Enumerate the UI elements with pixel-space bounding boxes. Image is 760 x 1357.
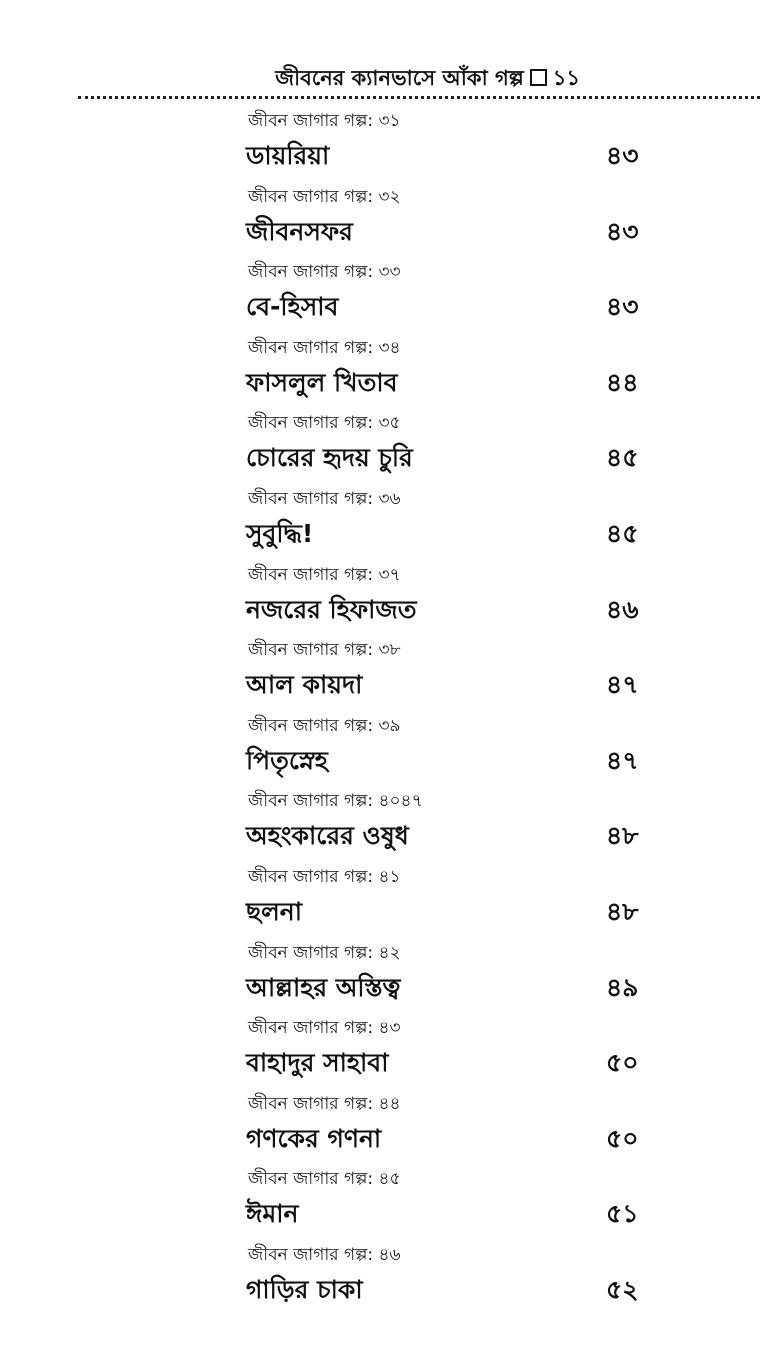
running-header — [78, 56, 760, 99]
story-number-label: জীবন জাগার গল্প: ৩৫ — [248, 413, 401, 434]
chapter-title: চোরের হৃদয় চুরি — [246, 443, 413, 473]
toc-entry — [0, 106, 760, 182]
chapter-page-number: ৫২ — [606, 1274, 639, 1304]
chapter-page-number: ৪৩ — [606, 141, 639, 170]
chapter-page-number: ৪৫ — [606, 518, 639, 548]
chapter-title: গাড়ির চাকা — [246, 1274, 363, 1304]
toc-entry — [0, 182, 760, 258]
chapter-page-number: ৪৩ — [606, 216, 639, 246]
chapter-title: আল কায়দা — [246, 670, 363, 700]
toc-entry — [0, 635, 760, 711]
chapter-title: পিতৃস্নেহ — [246, 745, 328, 775]
chapter-page-number: ৪৭ — [606, 745, 639, 775]
story-number-label: জীবন জাগার গল্প: ৩৪ — [248, 337, 401, 358]
chapter-title: আল্লাহর অস্তিত্ব — [246, 972, 401, 1002]
story-number-label: জীবন জাগার গল্প: ৩২ — [248, 186, 401, 207]
toc-entry — [0, 862, 760, 938]
story-number-label: জীবন জাগার গল্প: ৪০৪৭ — [248, 791, 423, 812]
toc-entry — [0, 1013, 760, 1089]
square-bullet-icon — [530, 69, 547, 86]
toc-entry — [0, 1089, 760, 1165]
chapter-page-number: ৪৯ — [606, 972, 639, 1002]
page-number: ১১ — [552, 66, 580, 90]
story-number-label: জীবন জাগার গল্প: ৩৬ — [248, 488, 401, 509]
chapter-page-number: ৪৮ — [606, 896, 639, 926]
table-of-contents — [0, 106, 760, 1316]
toc-entry — [0, 1240, 760, 1316]
toc-entry — [0, 333, 760, 409]
toc-entry — [0, 938, 760, 1014]
header-line — [275, 62, 580, 97]
chapter-page-number: ৪৪ — [606, 367, 639, 397]
toc-entry — [0, 560, 760, 636]
chapter-title: নজরের হিফাজত — [246, 594, 417, 624]
chapter-page-number: ৫১ — [606, 1199, 639, 1229]
story-number-label: জীবন জাগার গল্প: ৩১ — [248, 111, 401, 131]
chapter-title: ছলনা — [246, 896, 302, 926]
chapter-title: বে-হিসাব — [246, 292, 339, 322]
chapter-page-number: ৪৩ — [606, 292, 639, 322]
story-number-label: জীবন জাগার গল্প: ৪২ — [248, 942, 401, 963]
story-number-label: জীবন জাগার গল্প: ৪৪ — [248, 1093, 401, 1114]
chapter-page-number: ৪৮ — [606, 821, 639, 851]
chapter-title: ডায়রিয়া — [246, 141, 330, 170]
toc-entry — [0, 1164, 760, 1240]
toc-entry — [0, 257, 760, 333]
story-number-label: জীবন জাগার গল্প: ৪৩ — [248, 1018, 401, 1039]
chapter-page-number: ৪৬ — [606, 594, 639, 624]
chapter-page-number: ৪৫ — [606, 443, 639, 473]
chapter-title: জীবনসফর — [246, 216, 353, 246]
chapter-title: গণকের গণনা — [246, 1123, 382, 1153]
story-number-label: জীবন জাগার গল্প: ৪১ — [248, 866, 401, 887]
story-number-label: জীবন জাগার গল্প: ৩৮ — [248, 640, 401, 661]
toc-entry — [0, 786, 760, 862]
toc-entry — [0, 484, 760, 560]
chapter-page-number: ৫০ — [606, 1123, 639, 1153]
story-number-label: জীবন জাগার গল্প: ৩৭ — [248, 564, 401, 585]
chapter-title: বাহাদুর সাহাবা — [246, 1048, 389, 1078]
chapter-title: ঈমান — [246, 1199, 299, 1229]
book-title: জীবনের ক্যানভাসে আঁকা গল্প — [275, 66, 524, 90]
chapter-title: অহংকারের ওষুধ — [246, 821, 409, 851]
story-number-label: জীবন জাগার গল্প: ৪৬ — [248, 1244, 401, 1265]
chapter-page-number: ৫০ — [606, 1048, 639, 1078]
chapter-page-number: ৪৭ — [606, 670, 639, 700]
toc-entry — [0, 408, 760, 484]
story-number-label: জীবন জাগার গল্প: ৩৩ — [248, 262, 401, 283]
chapter-title: সুবুদ্ধি! — [246, 518, 314, 548]
story-number-label: জীবন জাগার গল্প: ৩৯ — [248, 715, 401, 736]
toc-entry — [0, 711, 760, 787]
chapter-title: ফাসলুল খিতাব — [246, 367, 398, 397]
story-number-label: জীবন জাগার গল্প: ৪৫ — [248, 1169, 401, 1190]
